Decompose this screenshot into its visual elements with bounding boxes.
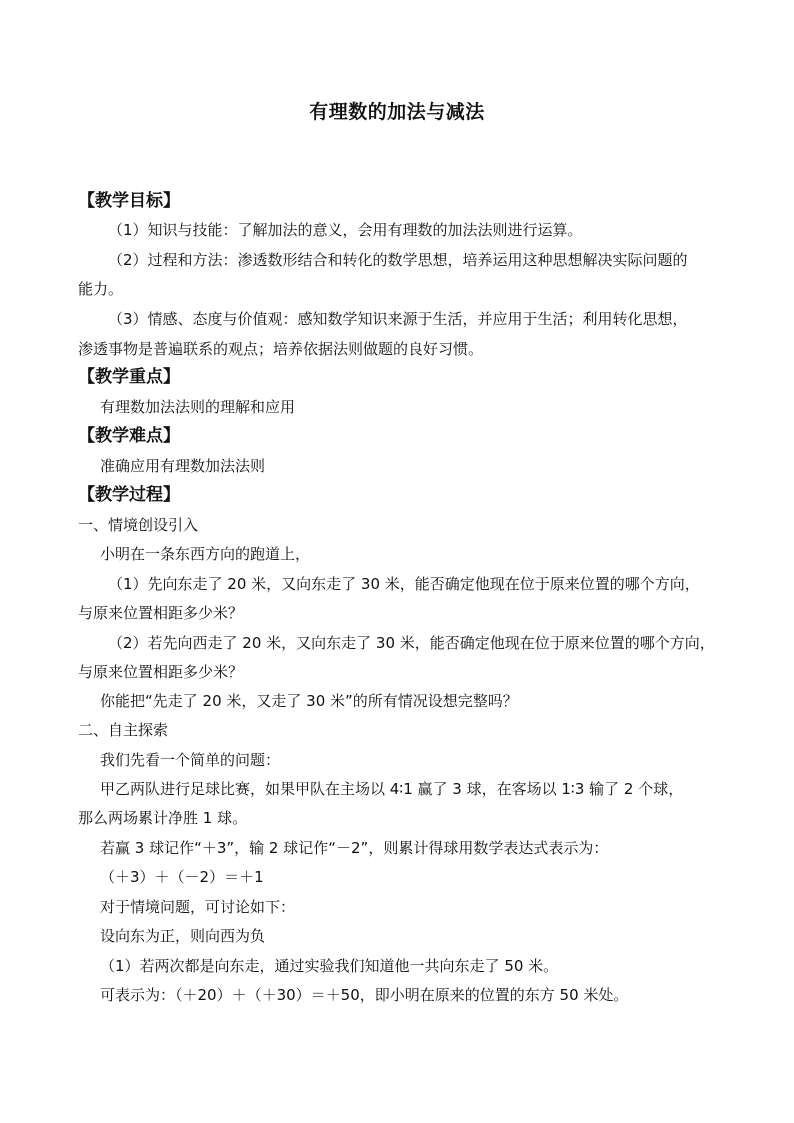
heading-teaching-goals: 【教学目标】 bbox=[78, 191, 180, 211]
section-1-intro: 小明在一条东西方向的跑道上， bbox=[100, 545, 311, 563]
document-title: 有理数的加法与减法 bbox=[309, 101, 485, 123]
key-points-text: 有理数加法法则的理解和应用 bbox=[100, 398, 296, 416]
section-2-paragraph-2-line-1: 甲乙两队进行足球比赛，如果甲队在主场以 4∶1 赢了 3 球，在客场以 1∶3 输了 2 个球， bbox=[100, 780, 684, 798]
goal-item-3-line-1: （3）情感、态度与价值观：感知数学知识来源于生活，并应用于生活；利用转化思想， bbox=[108, 310, 688, 328]
section-2-paragraph-1: 我们先看一个简单的问题： bbox=[100, 751, 281, 769]
section-1-question-2-line-2: 与原来位置相距多少米？ bbox=[78, 663, 244, 681]
section-1-question-1-line-1: （1）先向东走了 20 米，又向东走了 30 米，能否确定他现在位于原来位置的哪个方向， bbox=[108, 575, 700, 593]
section-2-paragraph-4: 对于情境问题，可讨论如下： bbox=[100, 898, 296, 916]
section-2-paragraph-3: 若赢 3 球记作“＋3”，输 2 球记作“－2”，则累计得球用数学表达式表示为： bbox=[100, 839, 609, 857]
section-1-question-1-line-2: 与原来位置相距多少米？ bbox=[78, 604, 244, 622]
section-2-paragraph-6: （1）若两次都是向东走，通过实验我们知道他一共向东走了 50 米。 bbox=[100, 957, 559, 975]
section-1-question-3: 你能把“先走了 20 米，又走了 30 米”的所有情况设想完整吗？ bbox=[100, 692, 518, 710]
section-2-paragraph-2-line-2: 那么两场累计净胜 1 球。 bbox=[78, 809, 248, 827]
section-1-heading: 一、情境创设引入 bbox=[78, 516, 199, 534]
section-2-formula: （＋3）＋（－2）＝＋1 bbox=[100, 868, 264, 886]
goal-item-2-line-2: 能力。 bbox=[78, 280, 124, 298]
heading-key-points: 【教学重点】 bbox=[78, 367, 180, 387]
goal-item-1: （1）知识与技能：了解加法的意义，会用有理数的加法法则进行运算。 bbox=[108, 221, 583, 239]
section-1-question-2-line-1: （2）若先向西走了 20 米，又向东走了 30 米，能否确定他现在位于原来位置的哪个方向， bbox=[108, 634, 715, 652]
heading-difficulties: 【教学难点】 bbox=[78, 426, 180, 446]
heading-teaching-process: 【教学过程】 bbox=[78, 485, 180, 505]
difficulties-text: 准确应用有理数加法法则 bbox=[100, 457, 266, 475]
section-2-paragraph-5: 设向东为正，则向西为负 bbox=[100, 927, 266, 945]
goal-item-3-line-2: 渗透事物是普遍联系的观点；培养依据法则做题的良好习惯。 bbox=[78, 340, 484, 358]
goal-item-2-line-1: （2）过程和方法：渗透数形结合和转化的数学思想，培养运用这种思想解决实际问题的 bbox=[108, 251, 688, 269]
section-2-heading: 二、自主探索 bbox=[78, 721, 169, 739]
section-2-paragraph-7: 可表示为：（＋20）＋（＋30）＝＋50，即小明在原来的位置的东方 50 米处。 bbox=[100, 986, 629, 1004]
